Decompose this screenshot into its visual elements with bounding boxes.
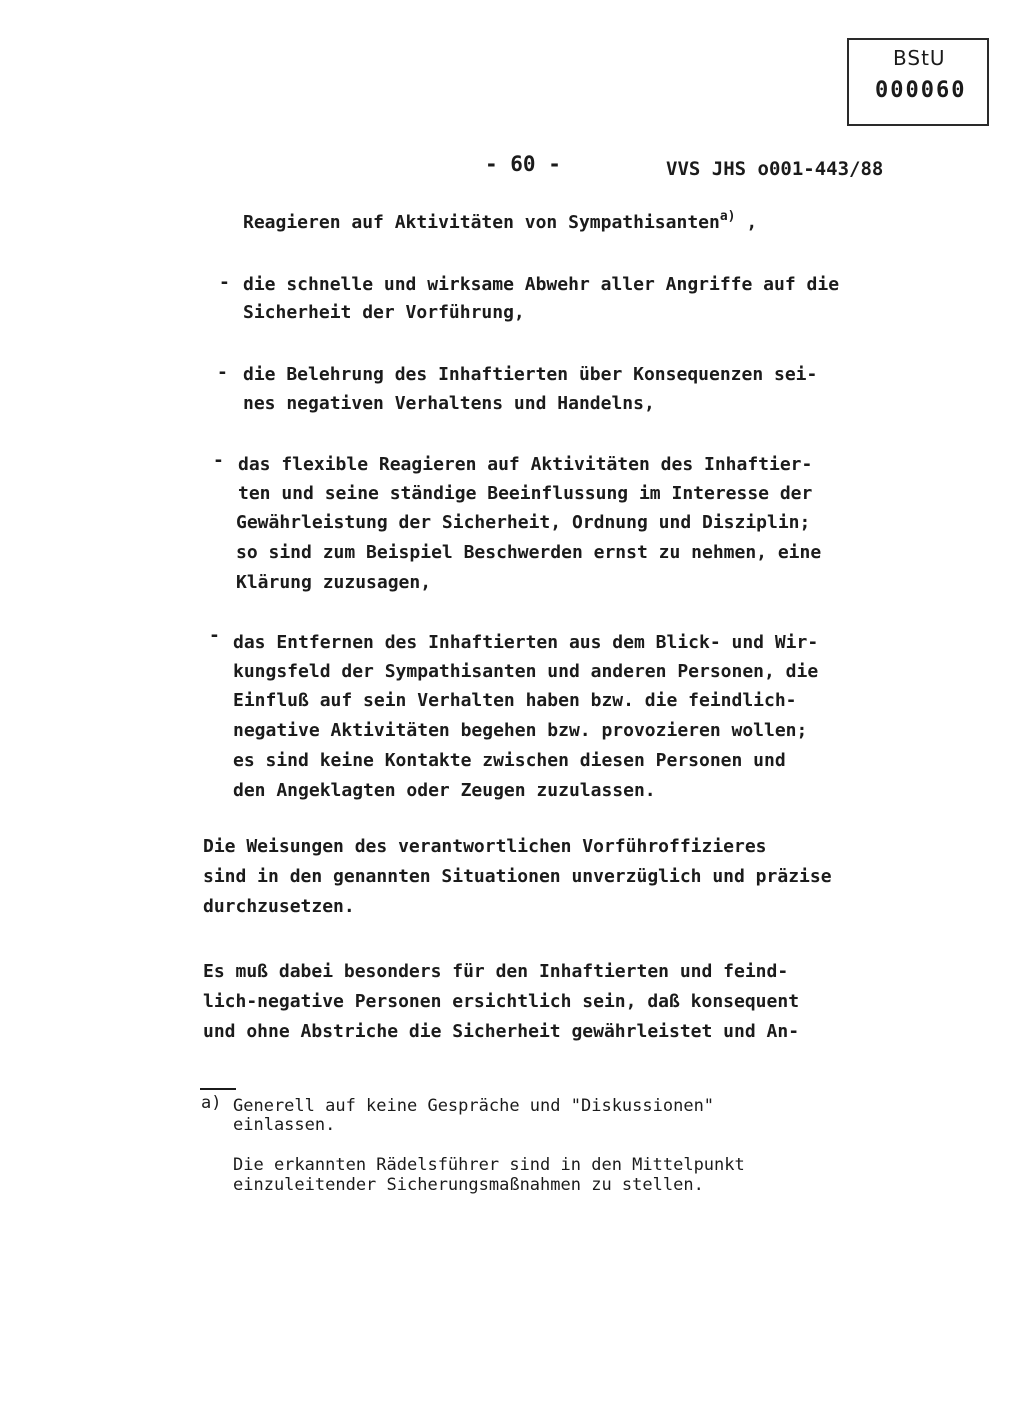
list-item-line: das Entfernen des Inhaftierten aus dem Blick- und Wir- — [233, 632, 819, 653]
bullet-dash: - — [213, 450, 224, 471]
paragraph-line: sind in den genannten Situationen unverzüglich und präzise — [203, 866, 832, 887]
footnote-line: einlassen. — [233, 1115, 336, 1135]
stamp-organization: BStU — [893, 46, 946, 70]
list-item-line: nes negativen Verhaltens und Handelns, — [243, 393, 655, 414]
list-item-line: das flexible Reagieren auf Aktivitäten des Inhaftier- — [238, 454, 813, 475]
bullet-dash: - — [219, 272, 230, 293]
footnote-line: Generell auf keine Gespräche und "Diskussionen" — [233, 1096, 715, 1116]
list-item-line: es sind keine Kontakte zwischen diesen Personen und — [233, 750, 786, 771]
bullet-dash: - — [209, 625, 220, 646]
list-item-line: so sind zum Beispiel Beschwerden ernst zu nehmen, eine — [236, 542, 822, 563]
list-item-line: die schnelle und wirksame Abwehr aller Angriffe auf die — [243, 274, 840, 295]
footnote-line: Die erkannten Rädelsführer sind in den Mittelpunkt — [233, 1155, 745, 1175]
intro-trail: , — [735, 212, 758, 233]
list-item-line: kungsfeld der Sympathisanten und anderen Personen, die — [233, 661, 819, 682]
paragraph-line: und ohne Abstriche die Sicherheit gewährleistet und An- — [203, 1021, 800, 1042]
footnote-separator — [200, 1088, 236, 1090]
list-item-line: Gewährleistung der Sicherheit, Ordnung und Disziplin; — [236, 512, 811, 533]
paragraph-line: Es muß dabei besonders für den Inhaftierten und feind- — [203, 961, 789, 982]
bullet-dash: - — [217, 362, 228, 383]
stamp-page-number: 000060 — [875, 78, 967, 103]
footnote-line: einzuleitender Sicherungsmaßnahmen zu stellen. — [233, 1175, 704, 1195]
list-item-line: Einfluß auf sein Verhalten haben bzw. die feindlich- — [233, 690, 797, 711]
paragraph-line: Die Weisungen des verantwortlichen Vorführoffizieres — [203, 836, 767, 857]
list-item-line: negative Aktivitäten begehen bzw. provozieren wollen; — [233, 720, 808, 741]
footnote-marker: a) — [719, 209, 736, 224]
paragraph-line: lich-negative Personen ersichtlich sein, daß konsequent — [203, 991, 800, 1012]
list-item-line: ten und seine ständige Beeinflussung im Interesse der — [238, 483, 813, 504]
list-item-line: Sicherheit der Vorführung, — [243, 302, 525, 323]
page-number: - 60 - — [485, 152, 561, 176]
list-item-line: den Angeklagten oder Zeugen zuzulassen. — [233, 780, 656, 801]
document-reference: VVS JHS o001-443/88 — [666, 158, 884, 180]
footnote-marker: a) — [201, 1093, 222, 1113]
list-item-line: die Belehrung des Inhaftierten über Konsequenzen sei- — [243, 364, 818, 385]
paragraph-line: durchzusetzen. — [203, 896, 355, 917]
intro-line — [243, 209, 758, 233]
archive-stamp — [847, 38, 989, 126]
intro-text: Reagieren auf Aktivitäten von Sympathisanten — [243, 212, 720, 233]
list-item-line: Klärung zuzusagen, — [236, 572, 432, 593]
